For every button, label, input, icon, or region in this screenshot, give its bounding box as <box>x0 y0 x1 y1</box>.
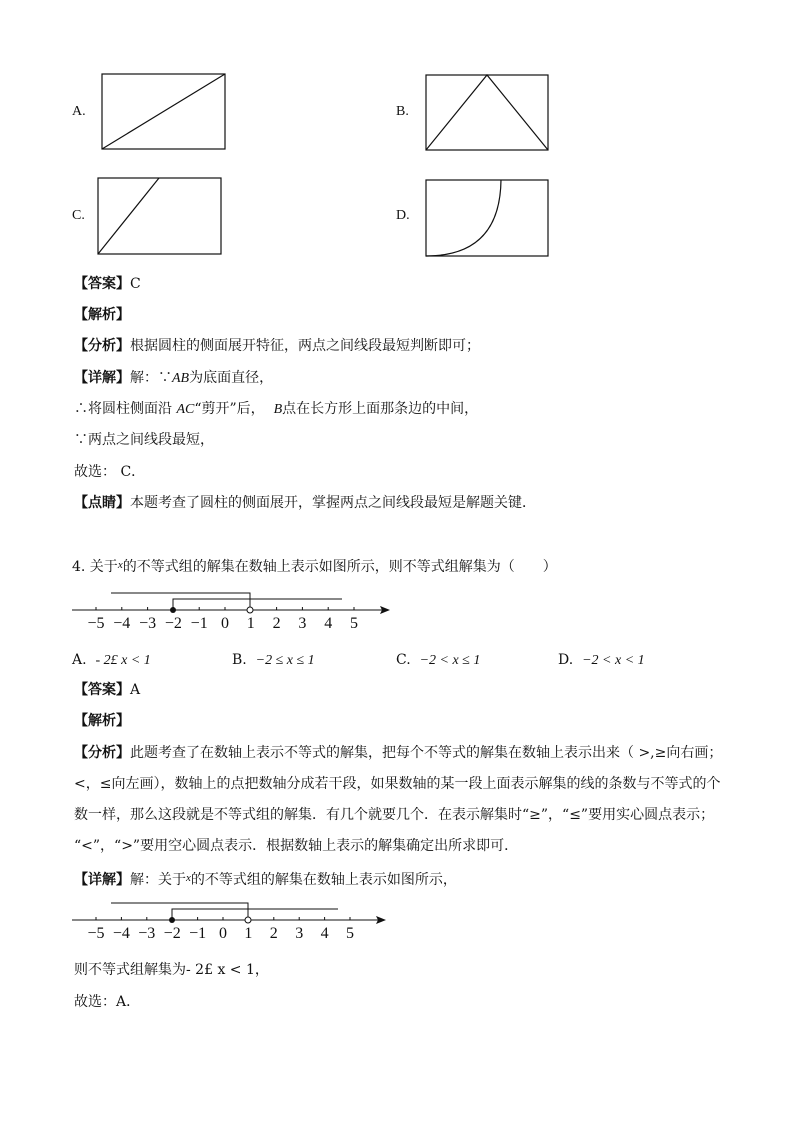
var-ac: AC <box>176 402 195 417</box>
choice-text: −2 < x < 1 <box>582 653 645 668</box>
analysis-tag: 【解析】 <box>74 713 130 729</box>
answer-tag: 【答案】 <box>74 276 130 292</box>
option-b-rect <box>426 75 548 150</box>
option-d-figure <box>425 179 550 258</box>
q3-detail-2 <box>74 399 478 420</box>
axis-label: 3 <box>298 615 307 632</box>
set-line-left <box>111 903 248 920</box>
q4-stem <box>72 555 557 577</box>
axis-label: 0 <box>221 615 229 632</box>
answer-value: C <box>130 276 141 292</box>
set-line-left <box>111 593 250 610</box>
q4-fenxi-3: 数一样，那么这段就是不等式组的解集．有几个就要几个．在表示解集时“≥”，“≤”要用实心圆点表示； <box>74 807 715 823</box>
q4-fenxi-1 <box>74 743 722 763</box>
axis-label: −4 <box>113 615 131 632</box>
choice-label: D. <box>558 652 574 668</box>
option-b-label: B. <box>396 104 409 119</box>
axis-label: −1 <box>190 615 208 632</box>
axis-label: 4 <box>320 925 329 942</box>
choice-text: - 2£ x < 1 <box>95 653 151 668</box>
axis-label: −5 <box>87 925 105 942</box>
set-line-right <box>173 599 342 610</box>
option-a-diagonal <box>102 74 225 149</box>
axis-label: −5 <box>87 615 105 632</box>
number-line-1 <box>66 586 396 634</box>
axis-label: −2 <box>163 925 181 942</box>
q4-analysis-heading <box>74 711 130 731</box>
q4-detail-1 <box>74 868 457 890</box>
solid-dot <box>169 917 175 923</box>
axis-label: −2 <box>164 615 182 632</box>
option-d-rect <box>426 180 548 256</box>
number-line-axis <box>72 916 386 924</box>
fenxi-text: 此题考查了在数轴上表示不等式的解集，把每个不等式的解集在数轴上表示出来（ >,≥向右画； <box>130 745 723 761</box>
axis-label: 5 <box>346 925 354 942</box>
axis-label: 1 <box>244 925 253 942</box>
q4-fenxi-2: <，≤向左画），数轴上的点把数轴分成若干段，如果数轴的某一段上面表示解集的线的条数与不等式的个 <box>74 776 721 792</box>
answer-tag: 【答案】 <box>74 682 130 698</box>
choice-label: B. <box>232 652 247 668</box>
q4-fenxi-4: “<”，“>”要用空心圆点表示．根据数轴上表示的解集确定出所求即可． <box>74 838 519 854</box>
choice-text: −2 ≤ x ≤ 1 <box>255 653 315 668</box>
choice-c <box>396 650 480 671</box>
axis-label: 4 <box>324 615 333 632</box>
fenxi-text: 根据圆柱的侧面展开特征，两点之间线段最短判断即可； <box>130 338 480 354</box>
detail-text: 点在长方形上面那条边的中间， <box>282 401 479 417</box>
hollow-dot <box>247 607 253 613</box>
detail-text: 的不等式组的解集在数轴上表示如图所示， <box>190 872 457 888</box>
q3-answer <box>74 274 141 294</box>
q4-detail-3: 故选：A． <box>74 994 141 1010</box>
detail-tag: 【详解】 <box>74 872 130 888</box>
q4-detail-2: 则不等式组解集为- 2£ x < 1， <box>74 962 269 978</box>
detail-text: 为底面直径， <box>189 370 274 386</box>
set-line-right <box>172 909 338 920</box>
analysis-tag: 【解析】 <box>74 307 130 323</box>
axis-label: 1 <box>246 615 255 632</box>
option-a-label: A. <box>72 104 86 119</box>
choice-b <box>232 650 315 671</box>
q3-detail-1 <box>74 368 273 389</box>
choice-text: −2 < x ≤ 1 <box>419 653 481 668</box>
option-b-triangle <box>426 75 548 150</box>
comment-text: 本题考查了圆柱的侧面展开，掌握两点之间线段最短是解题关键． <box>130 495 536 511</box>
choice-label: C. <box>396 652 411 668</box>
option-d-arc <box>426 180 501 256</box>
axis-label: 2 <box>269 925 278 942</box>
axis-label: −3 <box>138 925 156 942</box>
q4-answer <box>74 680 140 700</box>
answer-value: A <box>130 682 141 698</box>
q3-analysis-heading <box>74 305 130 325</box>
detail-text: “剪开”后， <box>194 401 265 417</box>
q3-detail-3: ∵两点之间线段最短， <box>74 432 214 448</box>
option-a-figure <box>101 73 227 151</box>
var-b: B <box>273 402 283 417</box>
option-c-segment <box>98 178 159 254</box>
axis-label: 2 <box>272 615 281 632</box>
fenxi-tag: 【分析】 <box>74 745 130 761</box>
axis-label: −1 <box>189 925 207 942</box>
option-d-label: D. <box>396 208 410 223</box>
choice-label: A. <box>72 652 87 668</box>
axis-label: 3 <box>295 925 304 942</box>
choice-a <box>72 650 151 671</box>
axis-label: −4 <box>112 925 130 942</box>
fenxi-tag: 【分析】 <box>74 338 130 354</box>
number-line-axis <box>72 606 390 614</box>
option-c-figure <box>97 177 223 256</box>
axis-label: 5 <box>350 615 358 632</box>
q3-detail-4: 故选： C． <box>74 464 146 480</box>
detail-text: 解：∵ <box>130 370 172 386</box>
option-c-rect <box>98 178 221 254</box>
number-line-2 <box>66 896 396 944</box>
option-c-label: C. <box>72 208 85 223</box>
stem-text: 的不等式组的解集在数轴上表示如图所示，则不等式组解集为（ ） <box>122 559 557 575</box>
detail-text: ∴将圆柱侧面沿 <box>74 401 177 417</box>
axis-label: 0 <box>219 925 227 942</box>
comment-tag: 【点睛】 <box>74 495 130 511</box>
option-b-figure <box>425 74 550 152</box>
q3-comment <box>74 493 536 513</box>
var-x: x <box>186 872 191 884</box>
var-x: x <box>117 559 123 571</box>
hollow-dot <box>245 917 251 923</box>
solid-dot <box>170 607 176 613</box>
stem-text: 4. 关于 <box>72 559 118 575</box>
q3-fenxi <box>74 336 480 356</box>
axis-label: −3 <box>139 615 157 632</box>
detail-tag: 【详解】 <box>74 370 130 386</box>
choice-d <box>558 650 645 671</box>
detail-text: 解：关于 <box>130 872 186 888</box>
var-ab: AB <box>172 371 190 386</box>
